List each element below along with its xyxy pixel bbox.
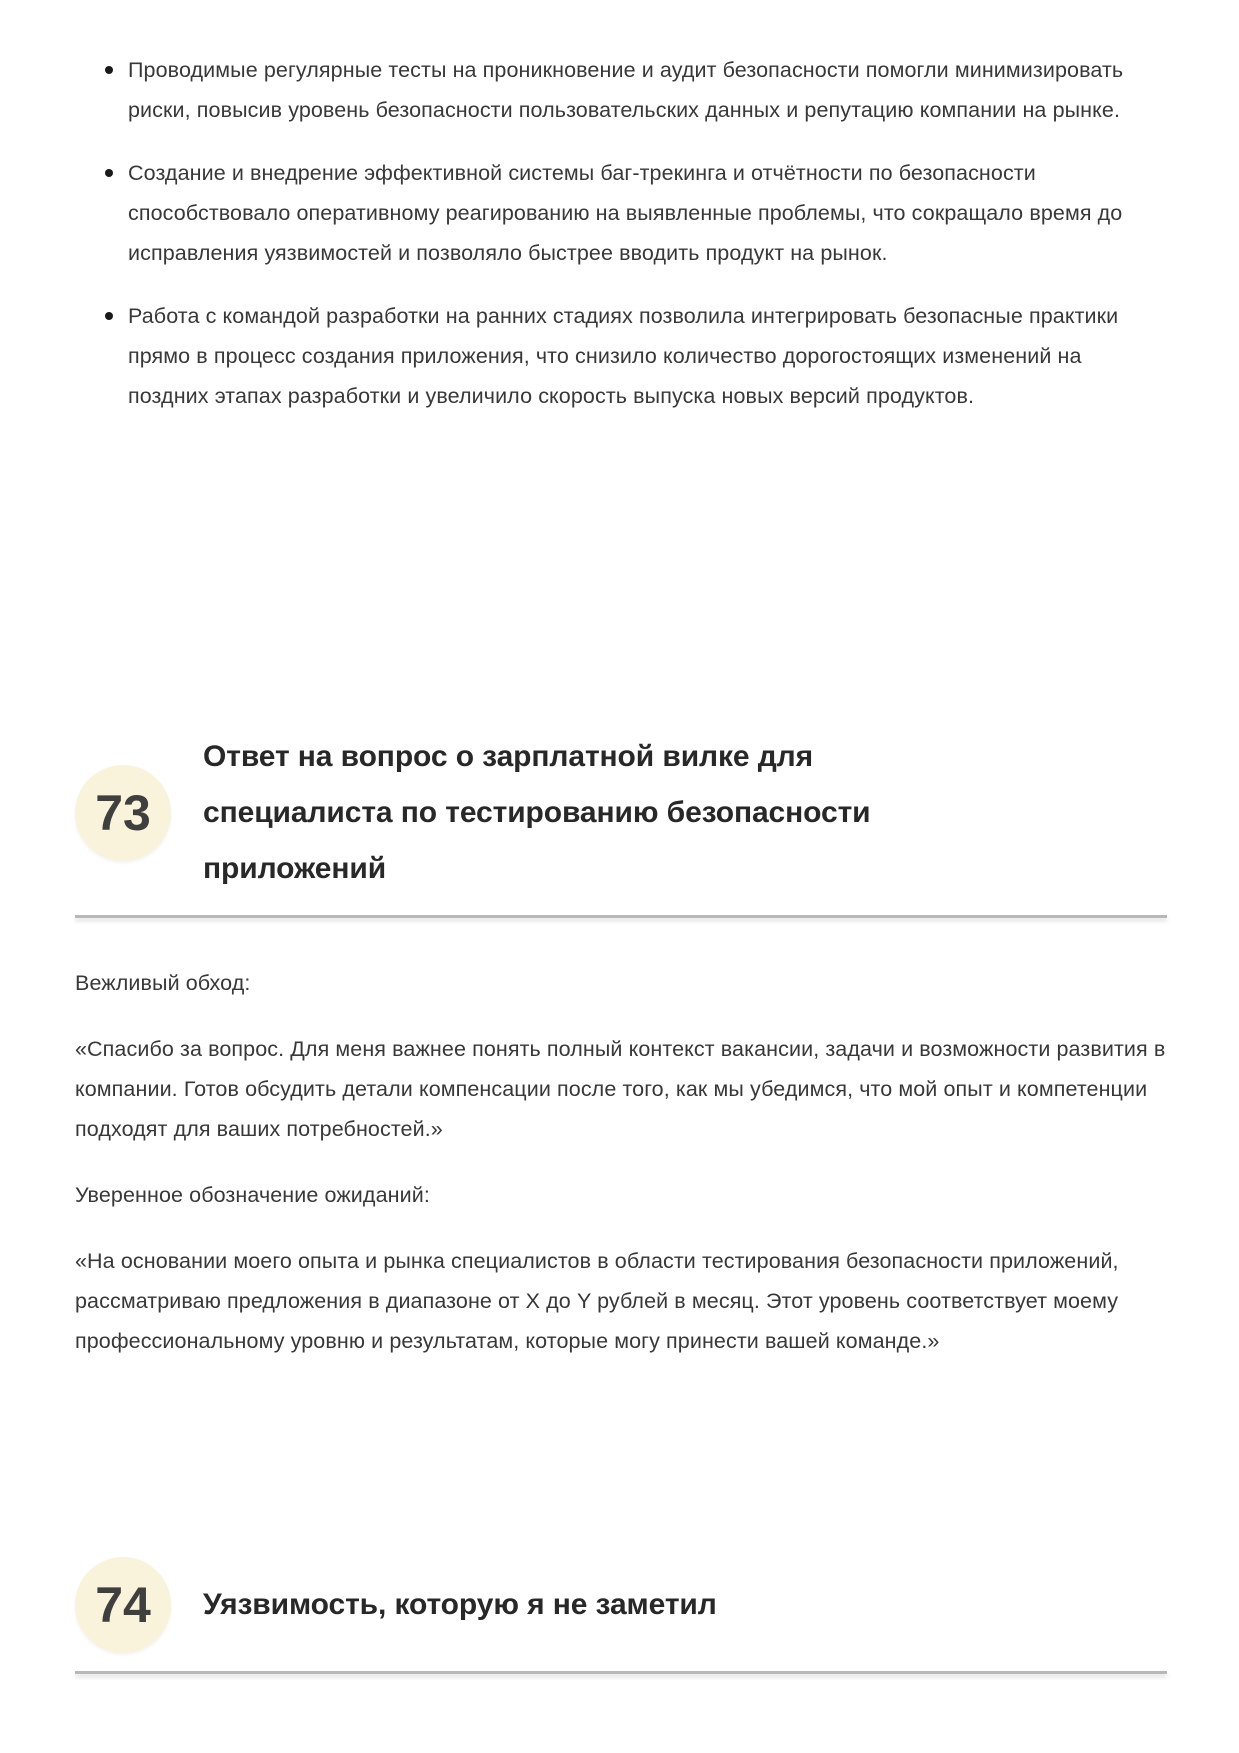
bullet-icon <box>105 169 113 177</box>
paragraph-label: Вежливый обход: <box>75 971 251 995</box>
section-title: Уязвимость, которую я не заметил <box>203 1588 717 1621</box>
section-divider <box>75 1671 1167 1674</box>
bullet-text: Создание и внедрение эффективной системы баг-трекинга и отчётности по безопасности способствовало оперативному реагированию на выявленные проблемы, что сокращало время до исправления уязвимостей и позволяло быстрее вводить продукт на рынок. <box>128 161 1123 265</box>
list-item <box>75 296 1167 416</box>
section-number: 73 <box>95 785 151 841</box>
paragraph-quote: «На основании моего опыта и рынка специалистов в области тестирования безопасности приложений, рассматриваю предложения в диапазоне от X до Y рублей в месяц. Этот уровень соответствует моему профессиональному уровню и результатам, которые могу принести вашей команде.» <box>75 1249 1119 1353</box>
section-number-badge <box>75 1557 171 1653</box>
bullet-icon <box>105 66 113 74</box>
bullet-text: Работа с командой разработки на ранних стадиях позволила интегрировать безопасные практики прямо в процесс создания приложения, что снизило количество дорогостоящих изменений на поздних этапах разработки и увеличило скорость выпуска новых версий продуктов. <box>128 304 1119 408</box>
paragraph-label: Уверенное обозначение ожиданий: <box>75 1183 430 1207</box>
section-73-header <box>75 729 1167 897</box>
section-number: 74 <box>95 1577 151 1633</box>
section-number-badge <box>75 765 171 861</box>
paragraph-quote: «Спасибо за вопрос. Для меня важнее понять полный контекст вакансии, задачи и возможности развития в компании. Готов обсудить детали компенсации после того, как мы убедимся, что мой опыт и компетенции подходят для ваших потребностей.» <box>75 1037 1166 1141</box>
section-title: Ответ на вопрос о зарплатной вилке для специалиста по тестированию безопасности приложений <box>203 740 871 885</box>
section-74-header <box>75 1557 1167 1653</box>
bullet-text: Проводимые регулярные тесты на проникновение и аудит безопасности помогли минимизировать риски, повысив уровень безопасности пользовательских данных и репутацию компании на рынке. <box>128 58 1124 122</box>
list-item <box>75 153 1167 273</box>
bullet-list <box>75 50 1167 416</box>
list-item <box>75 50 1167 130</box>
section-73-body <box>75 918 1167 1557</box>
bullet-icon <box>105 312 113 320</box>
intro-bullet-block <box>75 0 1167 729</box>
